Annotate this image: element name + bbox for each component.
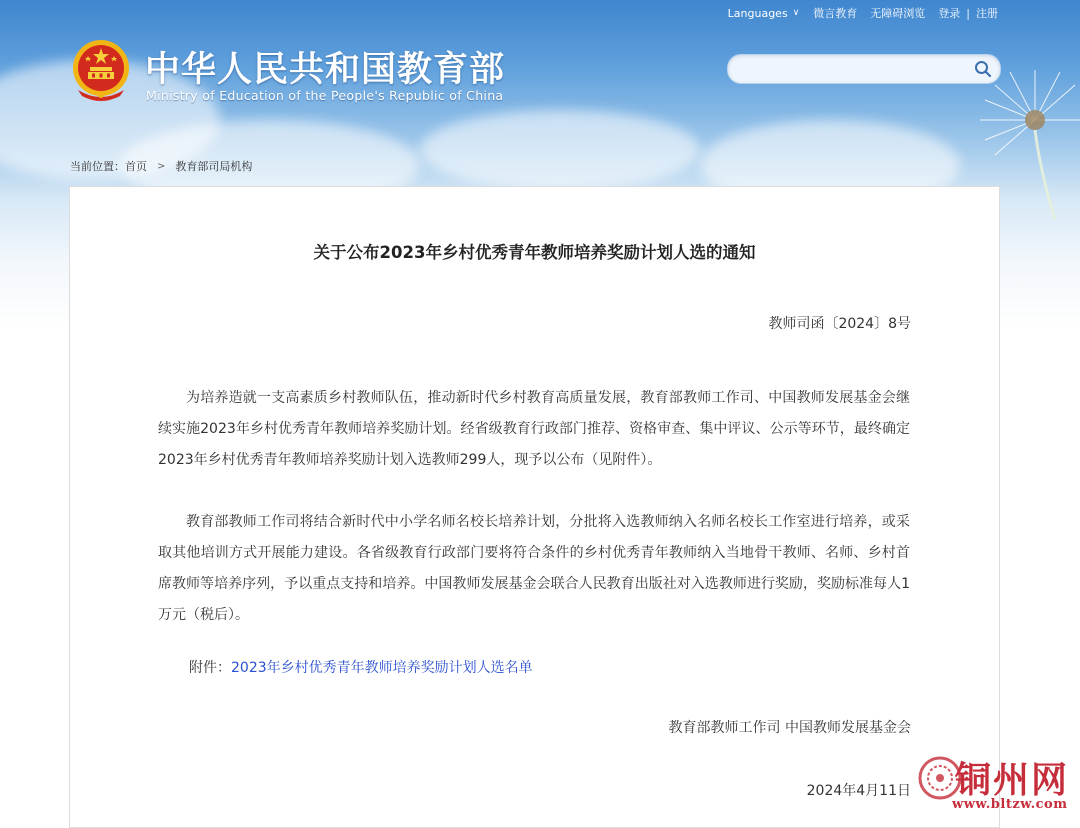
watermark-name: 铜州网 xyxy=(955,759,1070,801)
accessibility-link[interactable]: 无障碍浏览 xyxy=(870,7,926,20)
article-paragraph-2: 教育部教师工作司将结合新时代中小学名师名校长培养计划，分批将入选教师纳入名师名校长工作室进行培养，或采取其他培训方式开展能力建设。各省级教育行政部门要将符合条件的乡村优秀青年教师纳入当地骨干教师、名师、乡村首席教师等培养序列，予以重点支持和培养。中国教师发展基金会联合人民教育出版社对入选教师进行奖励，奖励标准每人1万元（税后）。 xyxy=(158,514,910,623)
national-emblem-icon[interactable] xyxy=(70,38,132,102)
attachment xyxy=(189,657,533,677)
cloud xyxy=(420,110,700,190)
article-title: 关于公布2023年乡村优秀青年教师培养奖励计划人选的通知 xyxy=(313,243,756,262)
breadcrumb-prefix: 当前位置： xyxy=(70,160,125,173)
weiyan-link[interactable]: 微言教育 xyxy=(813,7,858,20)
breadcrumb xyxy=(70,158,252,174)
search-input[interactable] xyxy=(740,59,969,81)
breadcrumb-home-link[interactable]: 首页 xyxy=(125,160,147,173)
attachment-label: 附件： xyxy=(189,660,231,676)
signature: 教育部教师工作司 中国教师发展基金会 xyxy=(668,720,911,736)
article-card xyxy=(69,186,1000,828)
article-paragraph-1: 为培养造就一支高素质乡村教师队伍，推动新时代乡村教育高质量发展，教育部教师工作司、中国教师发展基金会继续实施2023年乡村优秀青年教师培养奖励计划。经省级教育行政部门推荐、资格审查、集中评议、公示等环节，最终确定2023年乡村优秀青年教师培养奖励计划入选教师299人，现予以公布（见附件）。 xyxy=(158,390,910,468)
breadcrumb-section-link[interactable]: 教育部司局机构 xyxy=(175,160,253,173)
publish-date: 2024年4月11日 xyxy=(806,783,911,799)
languages-dropdown[interactable] xyxy=(728,7,800,20)
chevron-right-icon: > xyxy=(157,160,166,172)
chevron-down-icon: ∨ xyxy=(792,8,800,18)
site-title[interactable]: 中华人民共和国教育部 xyxy=(145,50,506,90)
document-number: 教师司函〔2024〕8号 xyxy=(768,316,911,332)
divider: | xyxy=(966,6,970,20)
register-link[interactable]: 注册 xyxy=(976,7,998,20)
languages-label: Languages xyxy=(727,6,788,20)
top-links xyxy=(728,5,998,21)
watermark-url: www.bltzw.com xyxy=(952,797,1068,812)
login-link[interactable]: 登录 xyxy=(938,7,961,20)
site-subtitle: Ministry of Education of the People's Republic of China xyxy=(146,88,504,103)
attachment-link[interactable]: 2023年乡村优秀青年教师培养奖励计划人选名单 xyxy=(231,660,533,676)
